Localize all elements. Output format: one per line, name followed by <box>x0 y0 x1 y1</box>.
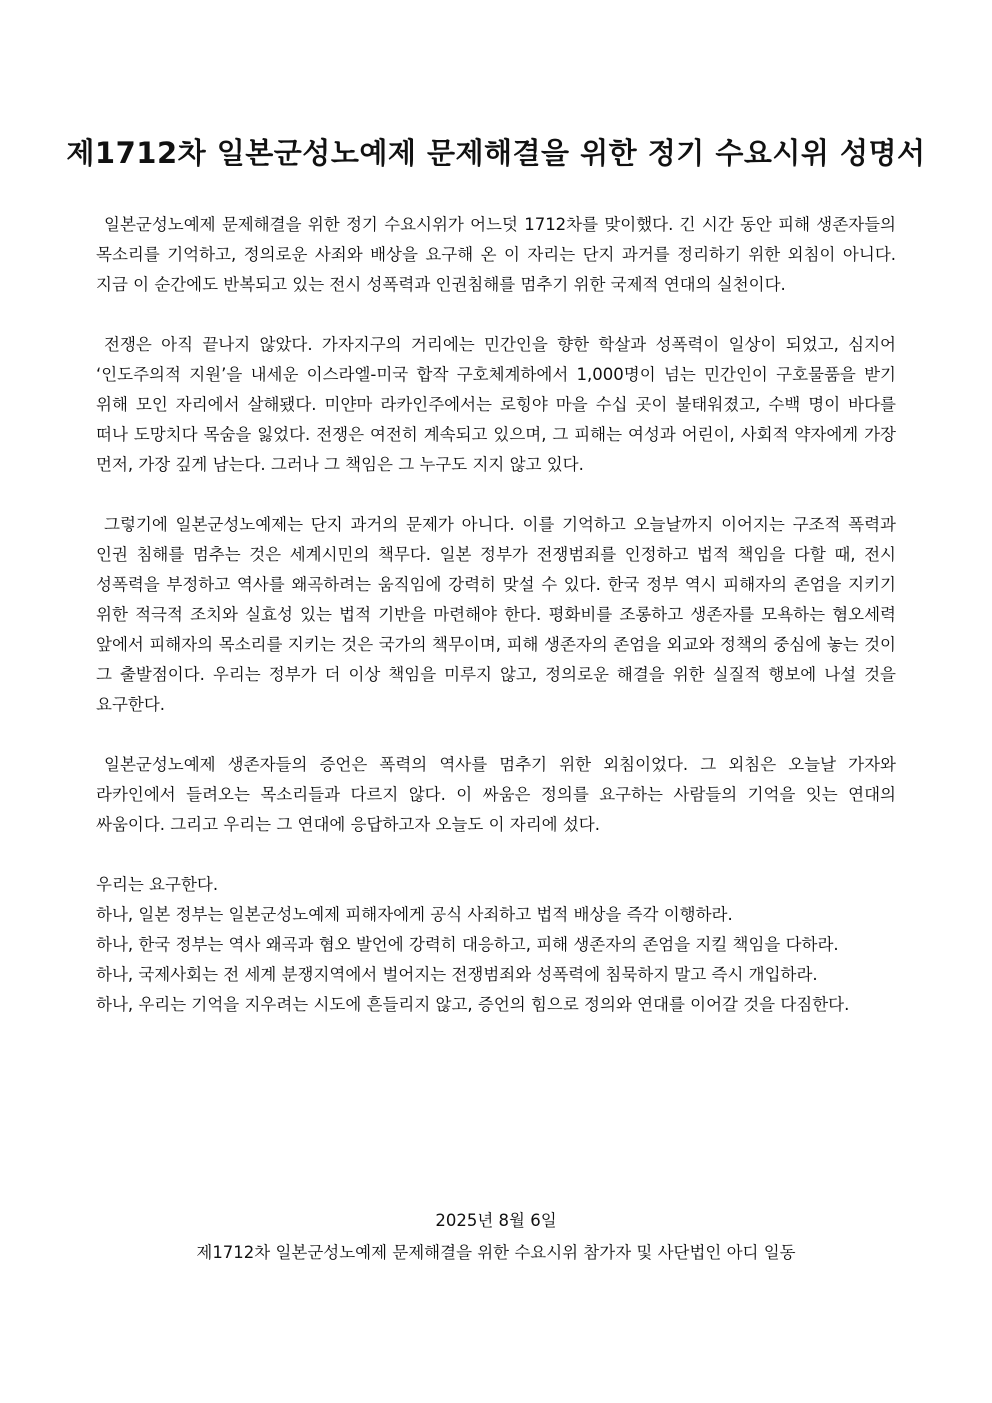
demands-section <box>96 870 896 1020</box>
statement-date: 2025년 8월 6일 <box>435 1211 557 1230</box>
paragraph-1: 일본군성노예제 문제해결을 위한 정기 수요시위가 어느덧 1712차를 맞이했다. 긴 시간 동안 피해 생존자들의 목소리를 기억하고, 정의로운 사죄와 배상을 요구해 온 이 자리는 단지 과거를 정리하기 위한 외침이 아니다. 지금 이 순간에도 반복되고 있는 전시 성폭력과 인권침해를 멈추기 위한 국제적 연대의 실천이다. <box>96 215 896 294</box>
document-title: 제1712차 일본군성노예제 문제해결을 위한 정기 수요시위 성명서 <box>66 136 926 171</box>
demand-item-2: 하나, 한국 정부는 역사 왜곡과 혐오 발언에 강력히 대응하고, 피해 생존자의 존엄을 지킬 책임을 다하라. <box>96 935 839 954</box>
statement-signature: 제1712차 일본군성노예제 문제해결을 위한 수요시위 참가자 및 사단법인 아디 일동 <box>196 1243 796 1262</box>
demand-item-1: 하나, 일본 정부는 일본군성노예제 피해자에게 공식 사죄하고 법적 배상을 즉각 이행하라. <box>96 905 733 924</box>
paragraph-3: 그렇기에 일본군성노예제는 단지 과거의 문제가 아니다. 이를 기억하고 오늘날까지 이어지는 구조적 폭력과 인권 침해를 멈추는 것은 세계시민의 책무다. 일본 정부가 전쟁범죄를 인정하고 법적 책임을 다할 때, 전시 성폭력을 부정하고 역사를 왜곡하려는 움직임에 강력히 맞설 수 있다. 한국 정부 역시 피해자의 존엄을 지키기 위한 적극적 조치와 실효성 있는 법적 기반을 마련해야 한다. 평화비를 조롱하고 생존자를 모욕하는 혐오세력 앞에서 피해자의 목소리를 지키는 것은 국가의 책무이며, 피해 생존자의 존엄을 외교와 정책의 중심에 놓는 것이 그 출발점이다. 우리는 정부가 더 이상 책임을 미루지 않고, 정의로운 해결을 위한 실질적 행보에 나설 것을 요구한다. <box>96 515 896 714</box>
statement-footer <box>60 1205 932 1269</box>
demands-intro: 우리는 요구한다. <box>96 875 219 894</box>
statement-body <box>96 210 896 1020</box>
demand-item-3: 하나, 국제사회는 전 세계 분쟁지역에서 벌어지는 전쟁범죄와 성폭력에 침묵하지 말고 즉시 개입하라. <box>96 965 818 984</box>
demand-item-4: 하나, 우리는 기억을 지우려는 시도에 흔들리지 않고, 증언의 힘으로 정의와 연대를 이어갈 것을 다짐한다. <box>96 995 850 1014</box>
paragraph-4: 일본군성노예제 생존자들의 증언은 폭력의 역사를 멈추기 위한 외침이었다. 그 외침은 오늘날 가자와 라카인에서 들려오는 목소리들과 다르지 않다. 이 싸움은 정의를 요구하는 사람들의 기억을 잇는 연대의 싸움이다. 그리고 우리는 그 연대에 응답하고자 오늘도 이 자리에 섰다. <box>96 755 896 834</box>
paragraph-2: 전쟁은 아직 끝나지 않았다. 가자지구의 거리에는 민간인을 향한 학살과 성폭력이 일상이 되었고, 심지어 ‘인도주의적 지원’을 내세운 이스라엘-미국 합작 구호체계하에서 1,000명이 넘는 민간인이 구호물품을 받기 위해 모인 자리에서 살해됐다. 미얀마 라카인주에서는 로힝야 마을 수십 곳이 불태워졌고, 수백 명이 바다를 떠나 도망치다 목숨을 잃었다. 전쟁은 여전히 계속되고 있으며, 그 피해는 여성과 어린이, 사회적 약자에게 가장 먼저, 가장 깊게 남는다. 그러나 그 책임은 그 누구도 지지 않고 있다. <box>96 335 896 474</box>
